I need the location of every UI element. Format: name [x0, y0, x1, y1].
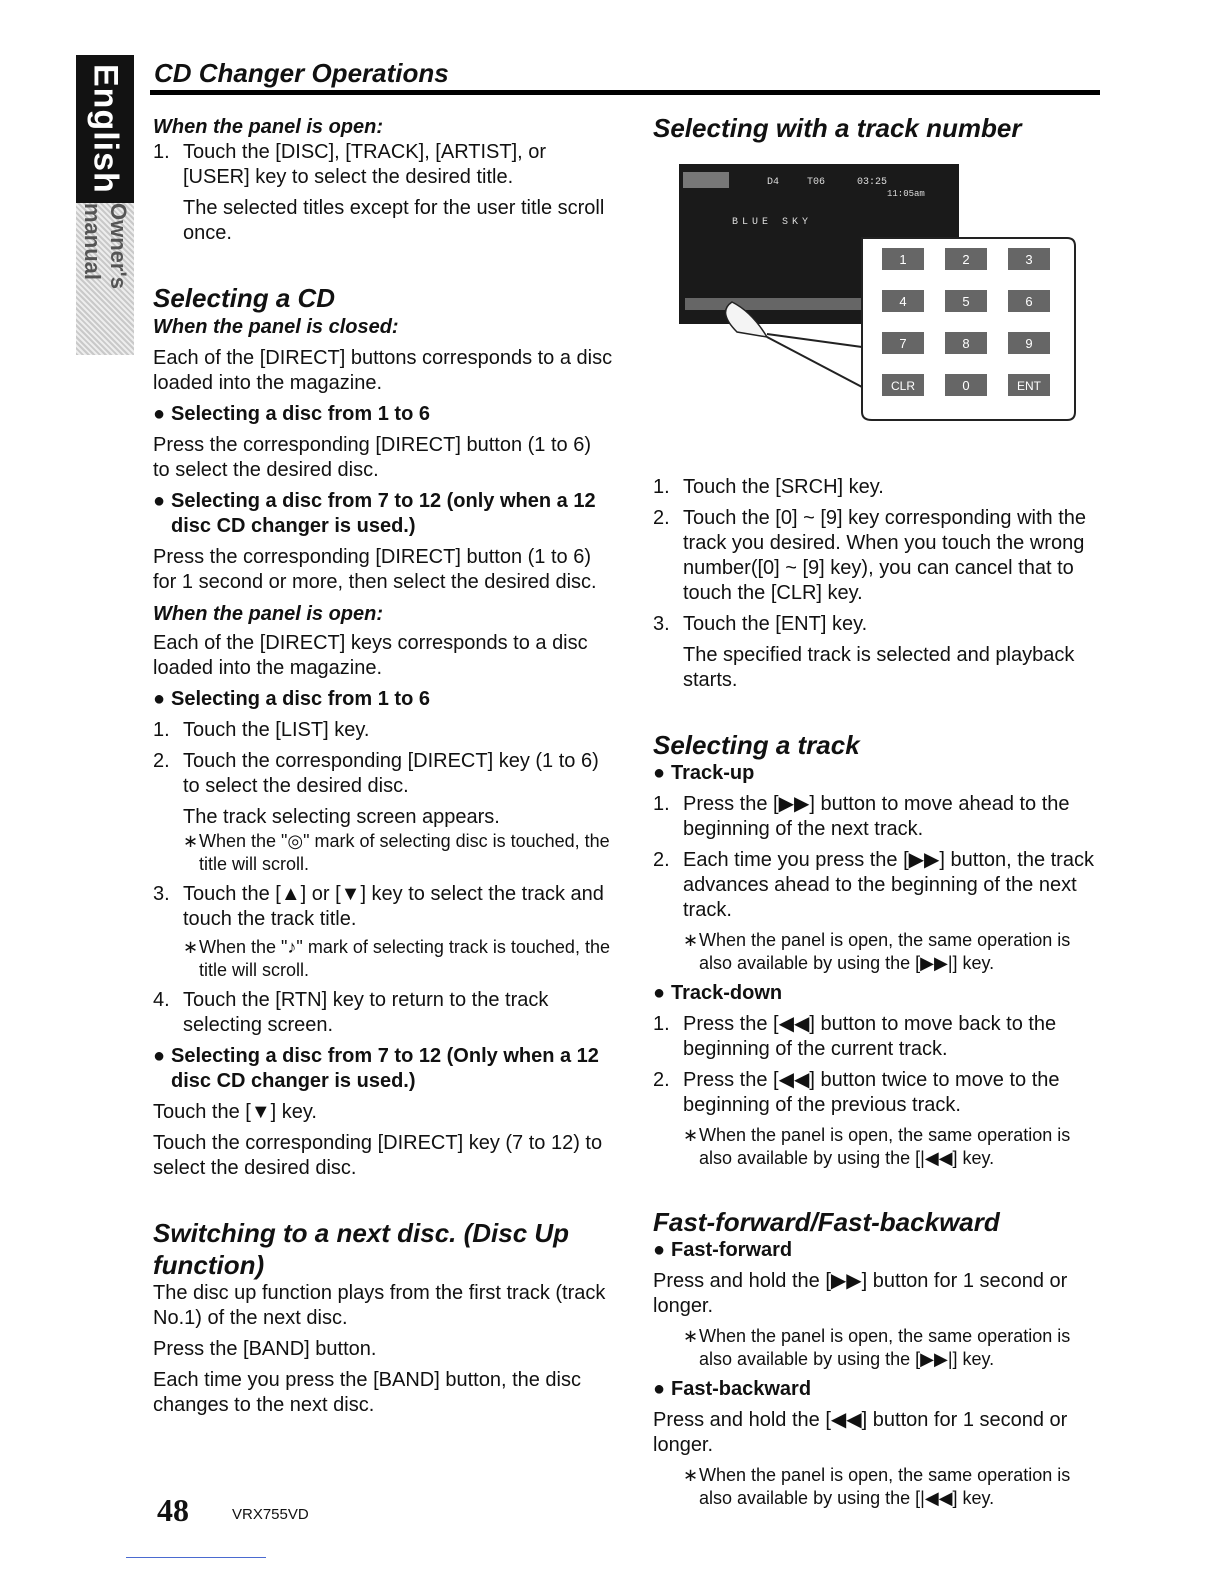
list-item: 2. Press the [◀◀] button twice to move to the beginning of the previous track. [653, 1069, 1060, 1116]
track-number: T06 [807, 177, 826, 188]
play-time: 03:25 [857, 177, 888, 188]
footnote: ∗ When the "♪" mark of selecting track is touched, the title will scroll. [183, 937, 610, 980]
list-item: 1. Press the [◀◀] button to move back to the beginning of the current track. [653, 1013, 1057, 1060]
list-item: 1. Touch the [SRCH] key. [653, 476, 884, 498]
language-tab-label: English [86, 64, 125, 194]
key-1-label: 1 [899, 252, 907, 267]
key-7-label: 7 [899, 336, 907, 351]
bullet-heading: ● Selecting a disc from 1 to 6 [153, 688, 430, 710]
item-note: The selected titles except for the user title scroll once. [183, 197, 605, 244]
footnote: ∗ When the "◎" mark of selecting disc is touched, the title will scroll. [183, 831, 610, 874]
list-item: 4. Touch the [RTN] key to return to the track selecting screen. [153, 989, 549, 1036]
left-column [153, 114, 613, 1418]
section-title: Fast-forward/Fast-backward [653, 1207, 1000, 1237]
paragraph: Press and hold the [▶▶] button for 1 second or longer. [653, 1270, 1068, 1317]
subheading: When the panel is open: [153, 116, 384, 138]
disc-number: D4 [767, 177, 780, 188]
list-item: 3. Touch the [ENT] key. [653, 613, 868, 635]
manual-tab [76, 203, 134, 355]
key-0-label: 0 [962, 378, 970, 393]
paragraph: Each of the [DIRECT] buttons corresponds to a disc loaded into the magazine. [153, 347, 613, 394]
footnote: ∗ When the panel is open, the same operation is also available by using the [|◀◀] key. [683, 1465, 1071, 1508]
bullet-heading: ● Fast-backward [653, 1378, 812, 1400]
key-8-label: 8 [962, 336, 970, 351]
key-2-label: 2 [962, 252, 970, 267]
model-number: VRX755VD [232, 1506, 309, 1523]
key-9-label: 9 [1025, 336, 1033, 351]
paragraph: Touch the [▼] key. [153, 1101, 317, 1123]
item-note: The specified track is selected and playback starts. [683, 644, 1075, 691]
clock: 11:05am [887, 189, 925, 199]
manual-tab-label: Owner's manual [80, 203, 131, 289]
footnote: ∗ When the panel is open, the same operation is also available by using the [|◀◀] key. [683, 1125, 1071, 1168]
section-title: Selecting with a track number [653, 113, 1022, 143]
key-5-label: 5 [962, 294, 970, 309]
key-ent-label: ENT [1017, 379, 1041, 393]
softkey-bar [685, 298, 865, 310]
page-title: CD Changer Operations [154, 58, 449, 88]
item-note: The track selecting screen appears. [183, 806, 500, 828]
list-item: 1. Touch the [DISC], [TRACK], [ARTIST], or [USER] key to select the desired title. [153, 141, 547, 188]
paragraph: The disc up function plays from the first track (track No.1) of the next disc. [153, 1282, 606, 1329]
list-item: 3. Touch the [▲] or [▼] key to select the track and touch the track title. [153, 883, 604, 930]
list-item: 2. Touch the corresponding [DIRECT] key (1 to 6) to select the desired disc. [153, 750, 599, 797]
bullet-heading: ● Track-down [653, 982, 783, 1004]
disc-icon [683, 172, 729, 188]
footnote: ∗ When the panel is open, the same operation is also available by using the [▶▶|] key. [683, 930, 1071, 973]
section-title: Switching to a next disc. (Disc Up function) [153, 1218, 570, 1280]
paragraph: Each of the [DIRECT] keys corresponds to a disc loaded into the magazine. [153, 632, 588, 679]
track-title: BLUE SKY [732, 217, 813, 228]
paragraph: Each time you press the [BAND] button, the disc changes to the next disc. [153, 1369, 581, 1416]
paragraph: Press the [BAND] button. [153, 1338, 377, 1360]
list-item: 2. Each time you press the [▶▶] button, the track advances ahead to the beginning of the next track. [653, 849, 1094, 921]
language-tab [76, 55, 134, 203]
list-item: 1. Press the [▶▶] button to move ahead to the beginning of the next track. [653, 793, 1070, 840]
paragraph: Press and hold the [◀◀] button for 1 second or longer. [653, 1409, 1068, 1456]
paragraph: Press the corresponding [DIRECT] button (1 to 6) to select the desired disc. [153, 434, 591, 481]
section-title: Selecting a track [653, 730, 860, 760]
key-4-label: 4 [899, 294, 907, 309]
footer-line [126, 1557, 266, 1558]
bullet-heading: ● Selecting a disc from 1 to 6 [153, 403, 430, 425]
paragraph: Touch the corresponding [DIRECT] key (7 to 12) to select the desired disc. [153, 1132, 603, 1179]
bullet-heading: ● Fast-forward [653, 1239, 793, 1261]
right-column [653, 112, 1108, 1510]
subheading: When the panel is open: [153, 603, 384, 625]
paragraph: Press the corresponding [DIRECT] button (1 to 6) for 1 second or more, then select the desired disc. [153, 546, 597, 593]
title-rule [150, 90, 1100, 95]
bullet-heading: ● Track-up [653, 762, 755, 784]
key-6-label: 6 [1025, 294, 1033, 309]
bullet-heading: ● Selecting a disc from 7 to 12 (Only when a 12 disc CD changer is used.) [153, 1045, 599, 1092]
list-item: 1. Touch the [LIST] key. [153, 719, 370, 741]
page-number: 48 [157, 1492, 189, 1528]
list-item: 2. Touch the [0] ~ [9] key corresponding with the track you desired. When you touch the wrong number([0] ~ [9] key), you can cancel that to touch the [CLR] key. [653, 507, 1087, 604]
footnote: ∗ When the panel is open, the same operation is also available by using the [▶▶|] key. [683, 1326, 1071, 1369]
key-3-label: 3 [1025, 252, 1033, 267]
keypad-screen-illustration [677, 162, 1097, 432]
section-title: Selecting a CD [153, 283, 336, 313]
subheading: When the panel is closed: [153, 316, 399, 338]
bullet-heading: ● Selecting a disc from 7 to 12 (only when a 12 disc CD changer is used.) [153, 490, 596, 537]
key-clr-label: CLR [890, 379, 916, 393]
